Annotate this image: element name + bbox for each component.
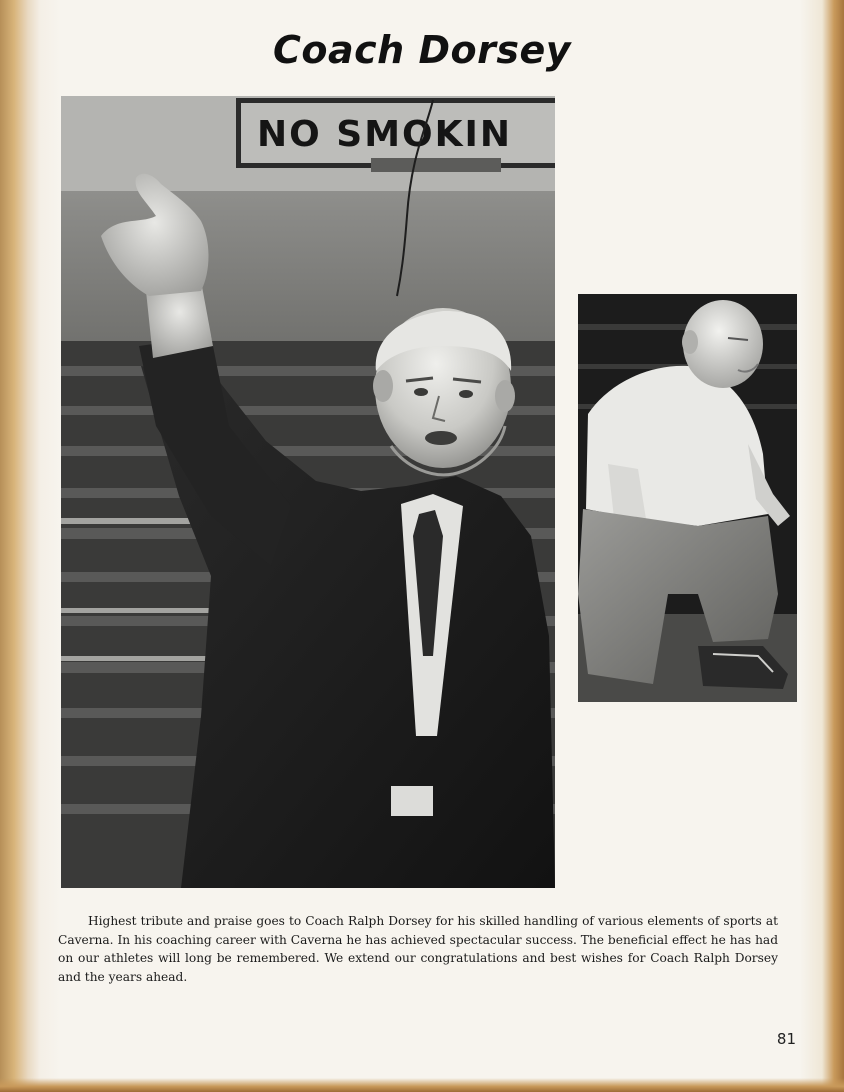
page-title: Coach Dorsey [273, 28, 571, 72]
page-number: 81 [776, 1030, 796, 1048]
coach-pointing-photo [61, 96, 555, 888]
coach-kneeling-photo [578, 294, 797, 702]
no-smoking-sign: NO SMOKIN [257, 114, 513, 155]
tribute-caption: Highest tribute and praise goes to Coach Ralph Dorsey for his skilled handling of various elements of sports at Caverna. In his coaching career with Caverna he has achieved spectacular success. The beneficial effect he has had on our athletes will long be remembered. We extend our congratulations and best wishes for Coach Ralph Dorsey and the years ahead. [58, 914, 778, 984]
page-bottom-edge [0, 1078, 844, 1092]
coach-kneeling-illustration [578, 294, 797, 702]
coach-pointing-illustration [61, 96, 555, 888]
